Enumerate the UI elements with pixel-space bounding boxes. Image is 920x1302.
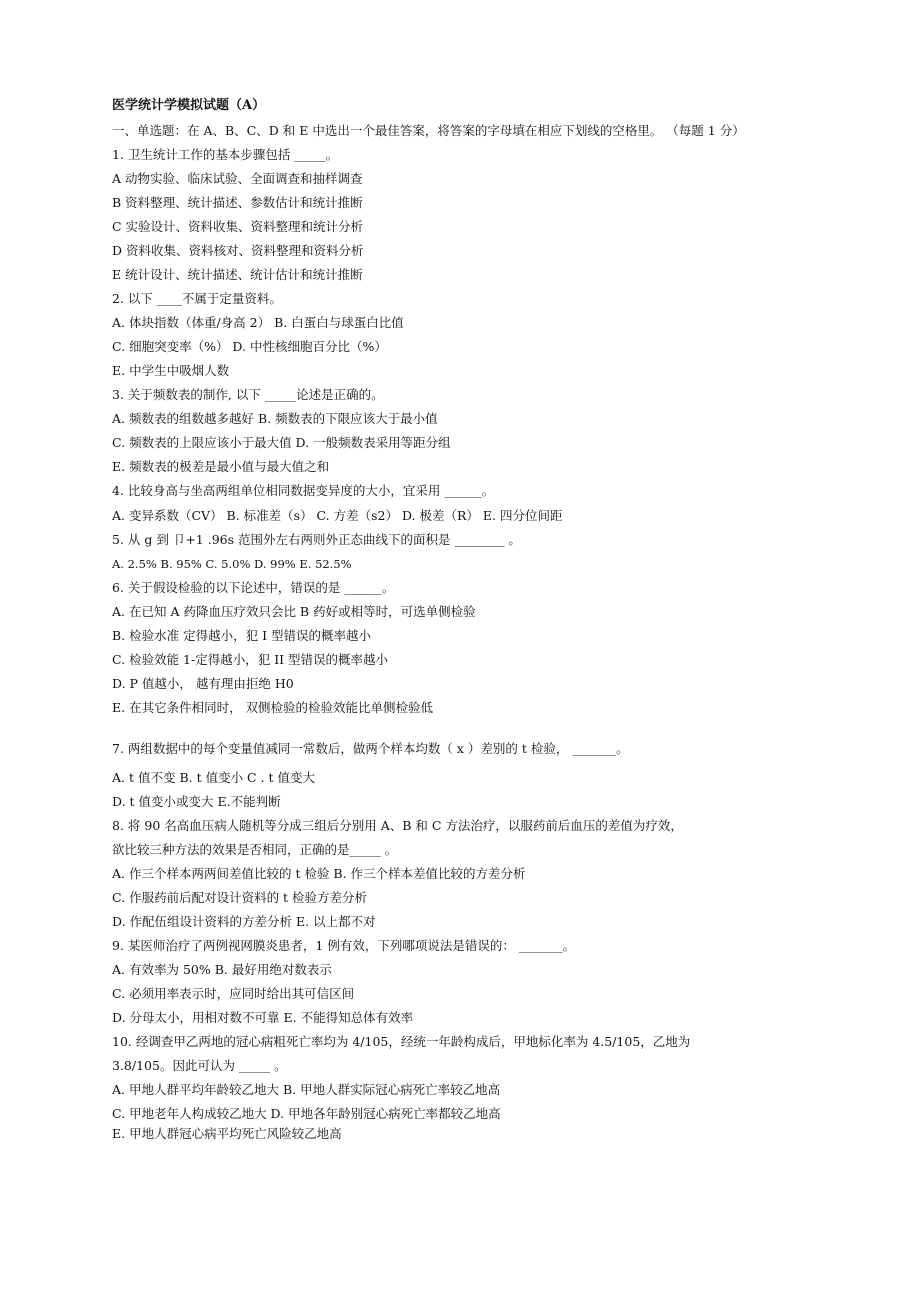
option-line: A. 有效率为 50% B. 最好用绝对数表示 [112, 962, 332, 977]
option-line: D. 分母太小，用相对数不可靠 E. 不能得知总体有效率 [112, 1010, 414, 1025]
option-line: B 资料整理、统计描述、参数估计和统计推断 [112, 195, 363, 210]
option-line: A. t 值不变 B. t 值变小 C . t 值变大 [112, 770, 316, 785]
question-5: 5. 从 g 到 卩+1 .96s 范围外左右两则外正态曲线下的面积是 ________ 。 [112, 532, 521, 547]
option-line: C. 作服药前后配对设计资料的 t 检验方差分析 [112, 890, 368, 905]
option-line: C 实验设计、资料收集、资料整理和统计分析 [112, 219, 364, 234]
option-line: E. 中学生中吸烟人数 [112, 363, 230, 378]
option-line: C. 检验效能 1-定得越小，犯 II 型错误的概率越小 [112, 652, 389, 667]
page-title: 医学统计学模拟试题（A） [112, 98, 266, 113]
question-4: 4. 比较身高与坐高两组单位相同数据变异度的大小，宜采用 ______。 [112, 483, 495, 498]
option-line: E. 频数表的极差是最小值与最大值之和 [112, 459, 330, 474]
option-line: B. 检验水准 定得越小，犯 I 型错误的概率越小 [112, 628, 371, 643]
question-6: 6. 关于假设检验的以下论述中，错误的是 ______。 [112, 580, 395, 595]
option-line: D. 作配伍组设计资料的方差分析 E. 以上都不对 [112, 914, 376, 929]
question-3: 3. 关于频数表的制作, 以下 _____论述是正确的。 [112, 387, 384, 402]
option-line: A 动物实验、临床试验、全面调查和抽样调查 [112, 171, 363, 186]
option-line: C. 甲地老年人构成较乙地大 D. 甲地各年龄别冠心病死亡率都较乙地高 [112, 1106, 501, 1121]
instructions: 一、单选题：在 A、B、C、D 和 E 中选出一个最佳答案，将答案的字母填在相应下划线的空格里。 （每题 1 分） [112, 123, 745, 138]
option-line: E. 甲地人群冠心病平均死亡风险较乙地高 [112, 1126, 342, 1141]
option-line: C. 细胞突变率（%） D. 中性核细胞百分比（%） [112, 339, 387, 354]
option-line: A. 变异系数（CV） B. 标准差（s） C. 方差（s2） D. 极差（R） E. 四分位间距 [112, 508, 563, 523]
option-line: D 资料收集、资料核对、资料整理和资料分析 [112, 243, 364, 258]
question-9: 9. 某医师治疗了两例视网膜炎患者，1 例有效，下列哪项说法是错误的： _______。 [112, 938, 576, 953]
question-8-continued: 欲比较三种方法的效果是否相同，正确的是_____ 。 [112, 842, 398, 857]
question-10: 10. 经调查甲乙两地的冠心病粗死亡率均为 4/105，经统一年龄构成后，甲地标化率为 4.5/105，乙地为 [112, 1034, 691, 1049]
option-line: C. 频数表的上限应该小于最大值 D. 一般频数表采用等距分组 [112, 435, 451, 450]
option-line: A. 甲地人群平均年龄较乙地大 B. 甲地人群实际冠心病死亡率较乙地高 [112, 1082, 501, 1097]
option-line: A. 频数表的组数越多越好 B. 频数表的下限应该大于最小值 [112, 411, 438, 426]
option-line: A. 在已知 A 药降血压疗效只会比 B 药好或相等时，可选单侧检验 [112, 604, 476, 619]
question-1: 1. 卫生统计工作的基本步骤包括 _____。 [112, 147, 339, 162]
option-line: D. t 值变小或变大 E.不能判断 [112, 794, 281, 809]
option-line: E 统计设计、统计描述、统计估计和统计推断 [112, 267, 363, 282]
option-line: A. 体块指数（体重/身高 2） B. 白蛋白与球蛋白比值 [112, 315, 404, 330]
option-line: D. P 值越小， 越有理由拒绝 H0 [112, 676, 294, 691]
option-line: E. 在其它条件相同时， 双侧检验的检验效能比单侧检验低 [112, 700, 434, 715]
question-10-continued: 3.8/105。因此可认为 _____ 。 [112, 1058, 287, 1073]
question-8: 8. 将 90 名高血压病人随机等分成三组后分别用 A、B 和 C 方法治疗，以服药前后血压的差值为疗效， [112, 818, 683, 833]
question-7: 7. 两组数据中的每个变量值减同一常数后，做两个样本均数（ x ）差别的 t 检验， _______。 [112, 741, 629, 756]
question-2: 2. 以下 ____不属于定量资料。 [112, 291, 282, 306]
option-line: A. 作三个样本两两间差值比较的 t 检验 B. 作三个样本差值比较的方差分析 [112, 866, 526, 881]
option-line: A. 2.5% B. 95% C. 5.0% D. 99% E. 52.5% [112, 557, 352, 571]
option-line: C. 必须用率表示时，应同时给出其可信区间 [112, 986, 355, 1001]
